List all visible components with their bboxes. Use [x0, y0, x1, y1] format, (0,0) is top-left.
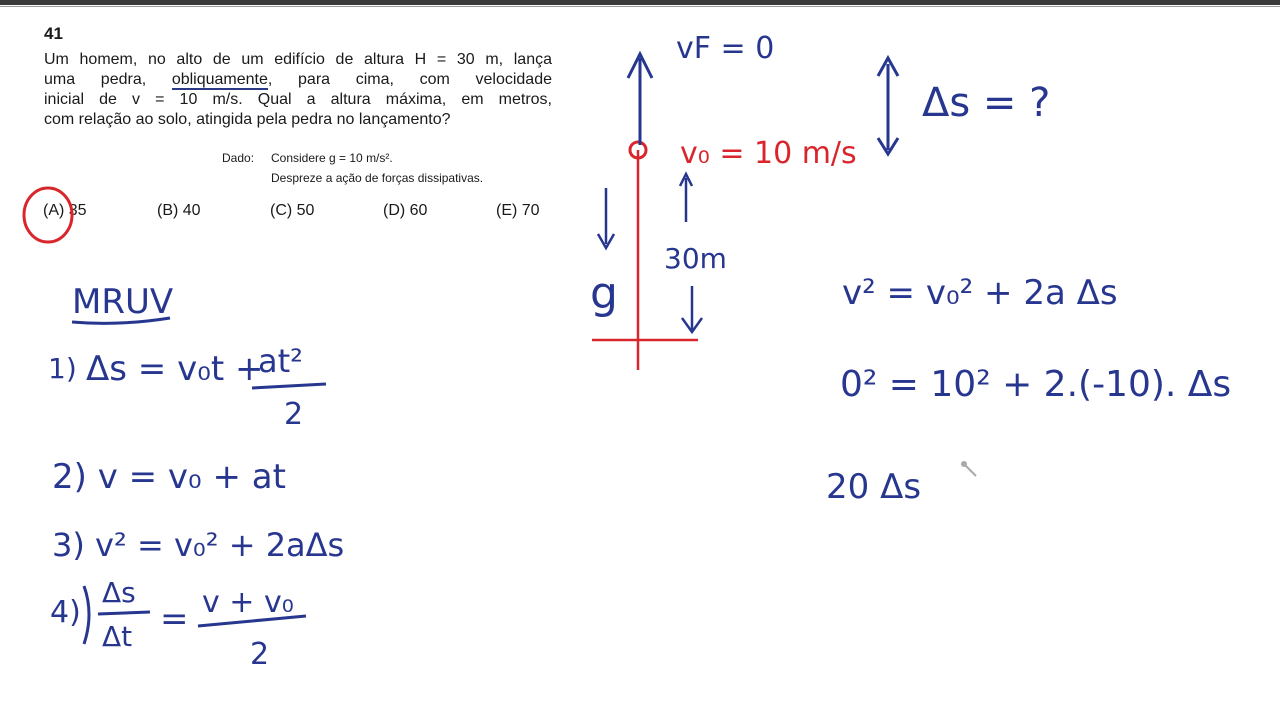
eq1-left: Δs = v₀t + [86, 349, 264, 389]
answer-circle [24, 188, 72, 242]
option-e: (E) 70 [496, 202, 540, 219]
question-number: 41 [44, 24, 63, 43]
pen-cursor-stroke [964, 464, 976, 476]
question-line-4: com relação ao solo, atingida pela pedra no lançamento? [44, 111, 451, 128]
eq4-label: 4) [50, 595, 81, 630]
eq4-right-denominator: 2 [250, 637, 270, 672]
gravity-label: g [590, 268, 618, 319]
eq4-equals: = [160, 599, 189, 639]
eq4-right-numerator: v + v₀ [202, 585, 294, 620]
delta-s-question: Δs = ? [922, 80, 1051, 126]
height-label: 30m [664, 242, 727, 275]
eq4-denominator: Δt [102, 620, 133, 653]
eq4-left-bar [98, 612, 150, 614]
rhs-equation-1: v² = v₀² + 2a Δs [842, 273, 1118, 313]
option-c: (C) 50 [270, 202, 315, 219]
eq4-paren [84, 586, 89, 644]
v0-label: v₀ = 10 m/s [680, 136, 857, 171]
question-line-1: Um homem, no alto de um edifício de altura H = 30 m, lança [44, 51, 552, 68]
mruv-title: MRUV [72, 282, 174, 322]
dado-gravity: Considere g = 10 m/s². [271, 151, 393, 165]
question-line-2-end: , para cima, com velocidade [267, 71, 552, 88]
eq1-numerator: at² [258, 342, 303, 380]
question-line-3: inicial de v = 10 m/s. Qual a altura máxima, em metros, [44, 91, 552, 108]
eq2: 2) v = v₀ + at [52, 457, 286, 497]
dado-label: Dado: [222, 151, 255, 165]
vf-label: vF = 0 [676, 31, 775, 66]
option-d: (D) 60 [383, 202, 428, 219]
eq4-numerator: Δs [102, 576, 136, 609]
option-a: (A) 35 [43, 202, 87, 219]
question-line-2-start: uma pedra, [44, 71, 172, 88]
underlined-word: obliquamente [171, 71, 268, 88]
dado-dissipative: Despreze a ação de forças dissipativas. [271, 171, 484, 185]
rhs-equation-2: 0² = 10² + 2.(-10). Δs [840, 364, 1232, 405]
eq3: 3) v² = v₀² + 2aΔs [52, 526, 345, 564]
option-b: (B) 40 [157, 202, 201, 219]
rhs-equation-3: 20 Δs [826, 467, 922, 507]
eq1-label: 1) [48, 352, 77, 385]
eq1-denominator: 2 [284, 397, 304, 432]
